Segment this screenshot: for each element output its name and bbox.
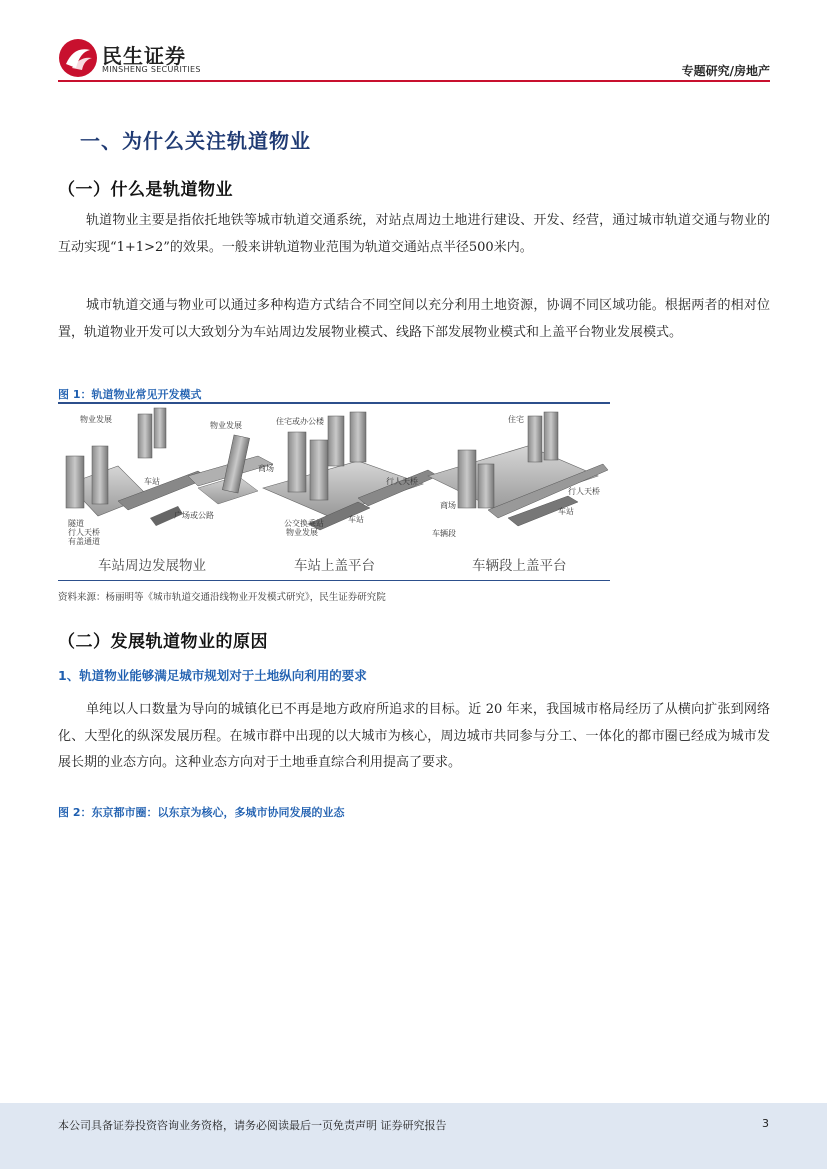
section-title: 一、为什么关注轨道物业	[80, 129, 311, 153]
development-modes-illustration	[58, 406, 610, 578]
paragraph-urbanization: 单纯以人口数量为导向的城镇化已不再是地方政府所追求的目标。近 20 年来，我国城市格局经历了从横向扩张到网络化、大型化的纵深发展历程。在城市群中出现的以大城市为核心，周边城市共同参与分工、一体化的都市圈已经成为城市发展长期的业态方向。这种业态方向对于土地垂直综合利用提高了要求。	[58, 702, 770, 770]
panel-caption-station-podium: 车站上盖平台	[294, 558, 375, 574]
figure1-caption: 图 1：轨道物业常见开发模式	[58, 388, 202, 401]
label-mall-2: 商场	[440, 501, 456, 510]
label-bus-interchange: 公交换乘站	[284, 519, 324, 528]
subsection-title-1: （一）什么是轨道物业	[58, 180, 233, 200]
label-property-development-3: 物业发展	[286, 528, 318, 537]
panel-caption-station-surrounding: 车站周边发展物业	[98, 558, 206, 574]
label-pedestrian-bridge-3: 行人天桥	[568, 487, 600, 496]
logo-english-name: MINSHENG SECURITIES	[102, 65, 201, 74]
figure1-top-rule	[58, 402, 610, 404]
report-type: 专题研究/房地产	[681, 64, 770, 78]
point-heading-1: 1、轨道物业能够满足城市规划对于土地纵向利用的要求	[58, 668, 367, 683]
label-tunnel: 隧道	[68, 519, 84, 528]
label-residential-or-office: 住宅或办公楼	[276, 417, 324, 426]
panel-station-podium	[263, 412, 438, 530]
paragraph-definition: 轨道物业主要是指依托地铁等城市轨道交通系统，对站点周边土地进行建设、开发、经营，通过城市轨道交通与物业的互动实现“1+1>2”的效果。一般来讲轨道物业范围为轨道交通站点半径500米内。	[58, 213, 770, 255]
figure1-illustration	[58, 406, 610, 578]
logo-mark-icon	[58, 38, 98, 78]
label-station-2: 车站	[348, 515, 364, 524]
page-number: 3	[762, 1117, 769, 1130]
label-pedestrian-bridge: 行人天桥	[68, 528, 100, 537]
figure1-bottom-rule	[58, 580, 610, 581]
figure2-caption: 图 2：东京都市圈：以东京为核心，多城市协同发展的业态	[58, 806, 345, 819]
minsheng-logo	[58, 36, 218, 82]
subsection-title-2: （二）发展轨道物业的原因	[58, 632, 268, 652]
label-plaza-or-road: 广场或公路	[174, 511, 214, 520]
label-station-3: 车站	[558, 507, 574, 516]
label-covered-passage: 有盖通道	[68, 537, 100, 546]
page-header	[58, 36, 770, 82]
label-depot: 车辆段	[432, 529, 456, 538]
panel-caption-depot-podium: 车辆段上盖平台	[472, 558, 567, 574]
label-property-development-2: 物业发展	[210, 421, 242, 430]
label-pedestrian-bridge-2: 行人天桥	[386, 477, 418, 486]
label-station: 车站	[144, 477, 160, 486]
header-divider	[58, 80, 770, 82]
label-residential: 住宅	[508, 415, 524, 424]
page-footer	[0, 1103, 827, 1169]
label-property-development-1: 物业发展	[80, 415, 112, 424]
logo-chinese-name: 民生证券	[102, 44, 186, 68]
footer-disclaimer: 本公司具备证券投资咨询业务资格，请务必阅读最后一页免责声明 证券研究报告	[58, 1119, 447, 1132]
label-mall: 商场	[258, 464, 274, 473]
figure1-source: 资料来源：杨丽明等《城市轨道交通沿线物业开发模式研究》，民生证券研究院	[58, 592, 386, 603]
paragraph-modes: 城市轨道交通与物业可以通过多种构造方式结合不同空间以充分利用土地资源，协调不同区域功能。根据两者的相对位置，轨道物业开发可以大致划分为车站周边发展物业模式、线路下部发展物业模式和上盖平台物业发展模式。	[58, 298, 770, 340]
